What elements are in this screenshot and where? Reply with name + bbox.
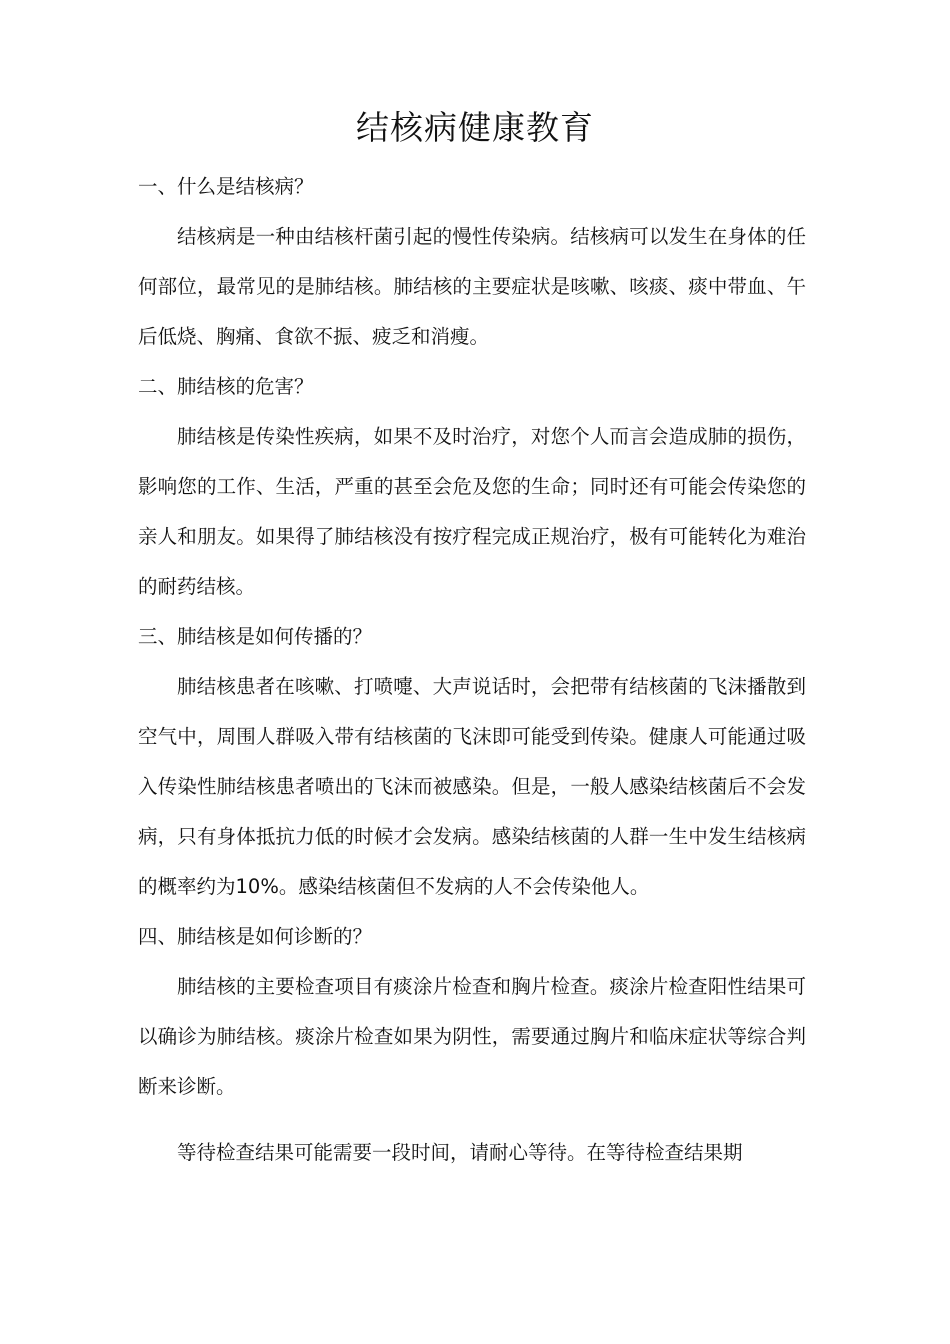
- section-tb-transmission: [138, 612, 806, 912]
- section-tb-diagnosis: [138, 912, 806, 1178]
- section-paragraph: 结核病是一种由结核杆菌引起的慢性传染病。结核病可以发生在身体的任何部位，最常见的是肺结核。肺结核的主要症状是咳嗽、咳痰、痰中带血、午后低烧、胸痛、食欲不振、疲乏和消瘦。: [138, 225, 806, 348]
- section-paragraph: 肺结核的主要检查项目有痰涂片检查和胸片检查。痰涂片检查阳性结果可以确诊为肺结核。痰涂片检查如果为阴性，需要通过胸片和临床症状等综合判断来诊断。: [138, 975, 806, 1098]
- section-heading: 四、肺结核是如何诊断的？: [138, 925, 373, 948]
- document-title: 结核病健康教育: [356, 108, 594, 147]
- section-paragraph: 等待检查结果可能需要一段时间，请耐心等待。在等待检查结果期: [177, 1141, 743, 1164]
- section-heading: 二、肺结核的危害？: [138, 375, 314, 398]
- document-body: [138, 162, 806, 1178]
- section-tb-harm: [138, 362, 806, 612]
- section-heading: 三、肺结核是如何传播的？: [138, 625, 373, 648]
- section-what-is-tb: [138, 162, 806, 362]
- section-paragraph: 肺结核是传染性疾病，如果不及时治疗，对您个人而言会造成肺的损伤，影响您的工作、生活，严重的甚至会危及您的生命；同时还有可能会传染您的亲人和朋友。如果得了肺结核没有按疗程完成正规治疗，极有可能转化为难治的耐药结核。: [138, 425, 806, 598]
- section-paragraph: 肺结核患者在咳嗽、打喷嚏、大声说话时，会把带有结核菌的飞沫播散到空气中，周围人群吸入带有结核菌的飞沫即可能受到传染。健康人可能通过吸入传染性肺结核患者喷出的飞沫而被感染。但是，一般人感染结核菌后不会发病，只有身体抵抗力低的时候才会发病。感染结核菌的人群一生中发生结核病的概率约为10%。感染结核菌但不发病的人不会传染他人。: [138, 675, 806, 898]
- section-heading: 一、什么是结核病？: [138, 175, 314, 198]
